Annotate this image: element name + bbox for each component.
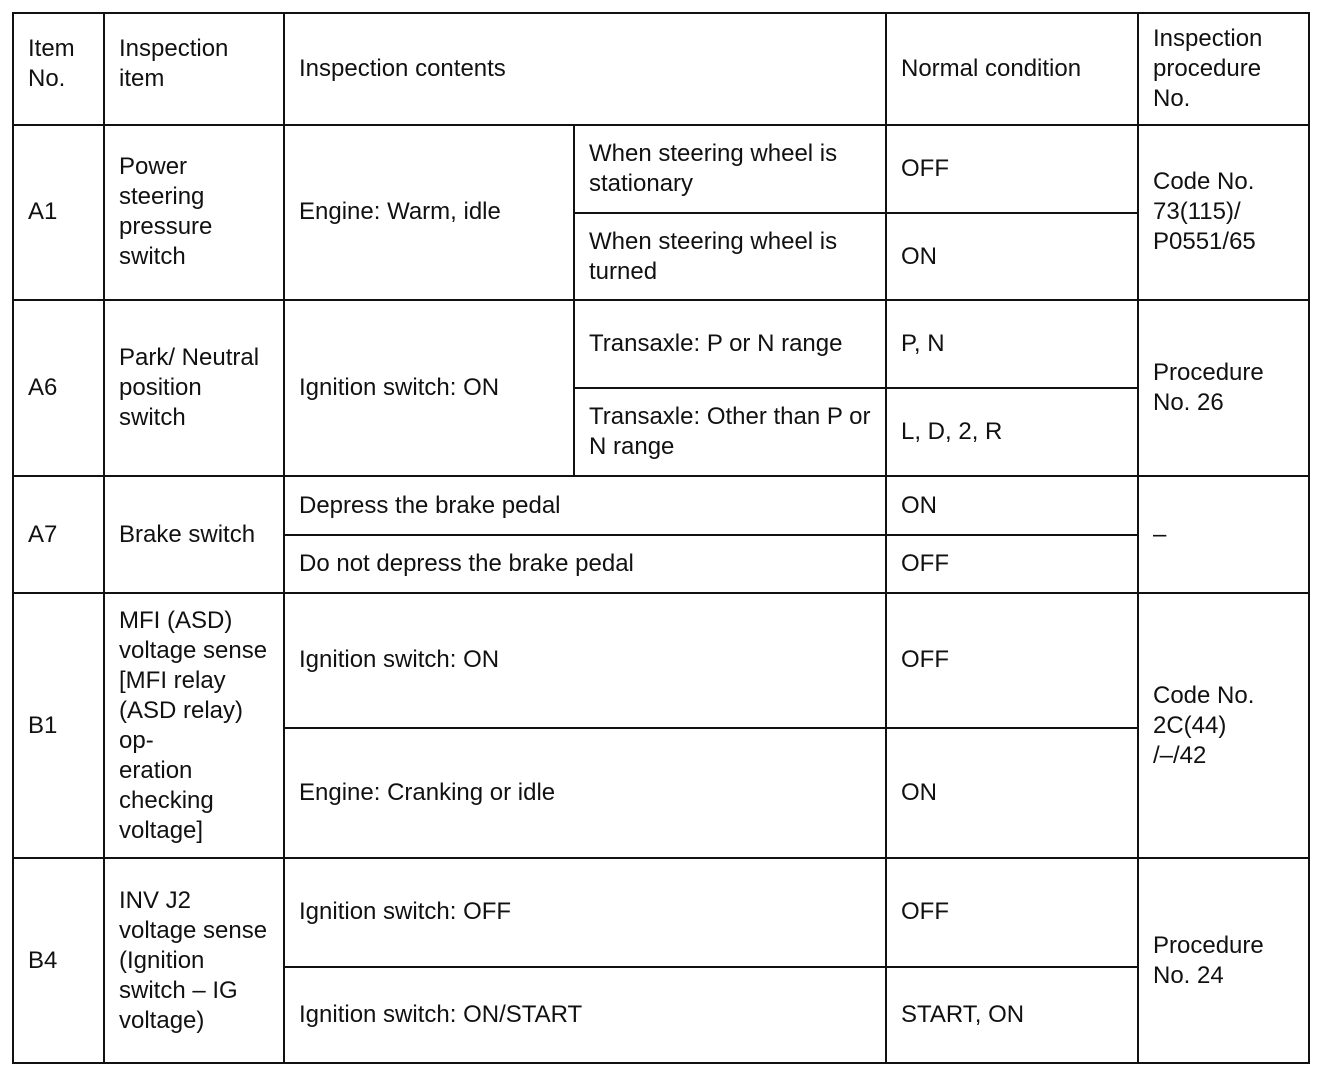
inspection-contents-cell: Do not depress the brake pedal [284,535,886,593]
inspection-contents-cell: Depress the brake pedal [284,476,886,534]
header-row [13,13,1309,125]
item-no-cell: A1 [13,125,104,300]
table-row [13,593,1309,728]
inspection-contents-cell: Ignition switch: ON [284,300,574,477]
normal-condition-cell: ON [886,213,1138,299]
normal-condition-cell: OFF [886,593,1138,728]
procedure-cell: – [1138,476,1309,592]
normal-condition-cell: ON [886,728,1138,859]
sub-condition-cell: When steering wheel is turned [574,213,886,299]
header-inspection-contents: Inspection contents [284,13,886,125]
inspection-contents-cell: Engine: Warm, idle [284,125,574,300]
header-item-no: Item No. [13,13,104,125]
procedure-cell: Code No. 73(115)/ P0551/65 [1138,125,1309,300]
inspection-item-cell: Park/ Neutral position switch [104,300,284,477]
inspection-table [12,12,1310,1064]
item-no-cell: A7 [13,476,104,592]
sub-condition-cell: Transaxle: Other than P or N range [574,388,886,476]
sub-condition-cell: When steering wheel is stationary [574,125,886,213]
inspection-contents-cell: Engine: Cranking or idle [284,728,886,859]
table-row [13,858,1309,966]
procedure-cell: Procedure No. 26 [1138,300,1309,477]
inspection-contents-cell: Ignition switch: ON/START [284,967,886,1063]
normal-condition-cell: P, N [886,300,1138,388]
inspection-sheet [12,12,1308,1064]
item-no-cell: B1 [13,593,104,858]
inspection-item-cell: Brake switch [104,476,284,592]
procedure-cell: Procedure No. 24 [1138,858,1309,1063]
normal-condition-cell: OFF [886,858,1138,966]
table-row [13,476,1309,534]
item-no-cell: A6 [13,300,104,477]
inspection-item-cell: MFI (ASD) voltage sense [MFI relay (ASD relay) op- eration checking voltage] [104,593,284,858]
item-no-cell: B4 [13,858,104,1063]
inspection-item-cell: INV J2 voltage sense (Ignition switch – IG voltage) [104,858,284,1063]
normal-condition-cell: OFF [886,125,1138,213]
normal-condition-cell: OFF [886,535,1138,593]
normal-condition-cell: L, D, 2, R [886,388,1138,476]
table-row [13,300,1309,388]
header-procedure-no: Inspection procedure No. [1138,13,1309,125]
header-normal-condition: Normal condition [886,13,1138,125]
table-row [13,125,1309,213]
inspection-item-cell: Power steering pressure switch [104,125,284,300]
normal-condition-cell: ON [886,476,1138,534]
header-inspection-item: Inspection item [104,13,284,125]
inspection-contents-cell: Ignition switch: ON [284,593,886,728]
inspection-contents-cell: Ignition switch: OFF [284,858,886,966]
normal-condition-cell: START, ON [886,967,1138,1063]
sub-condition-cell: Transaxle: P or N range [574,300,886,388]
procedure-cell: Code No. 2C(44) /–/42 [1138,593,1309,858]
